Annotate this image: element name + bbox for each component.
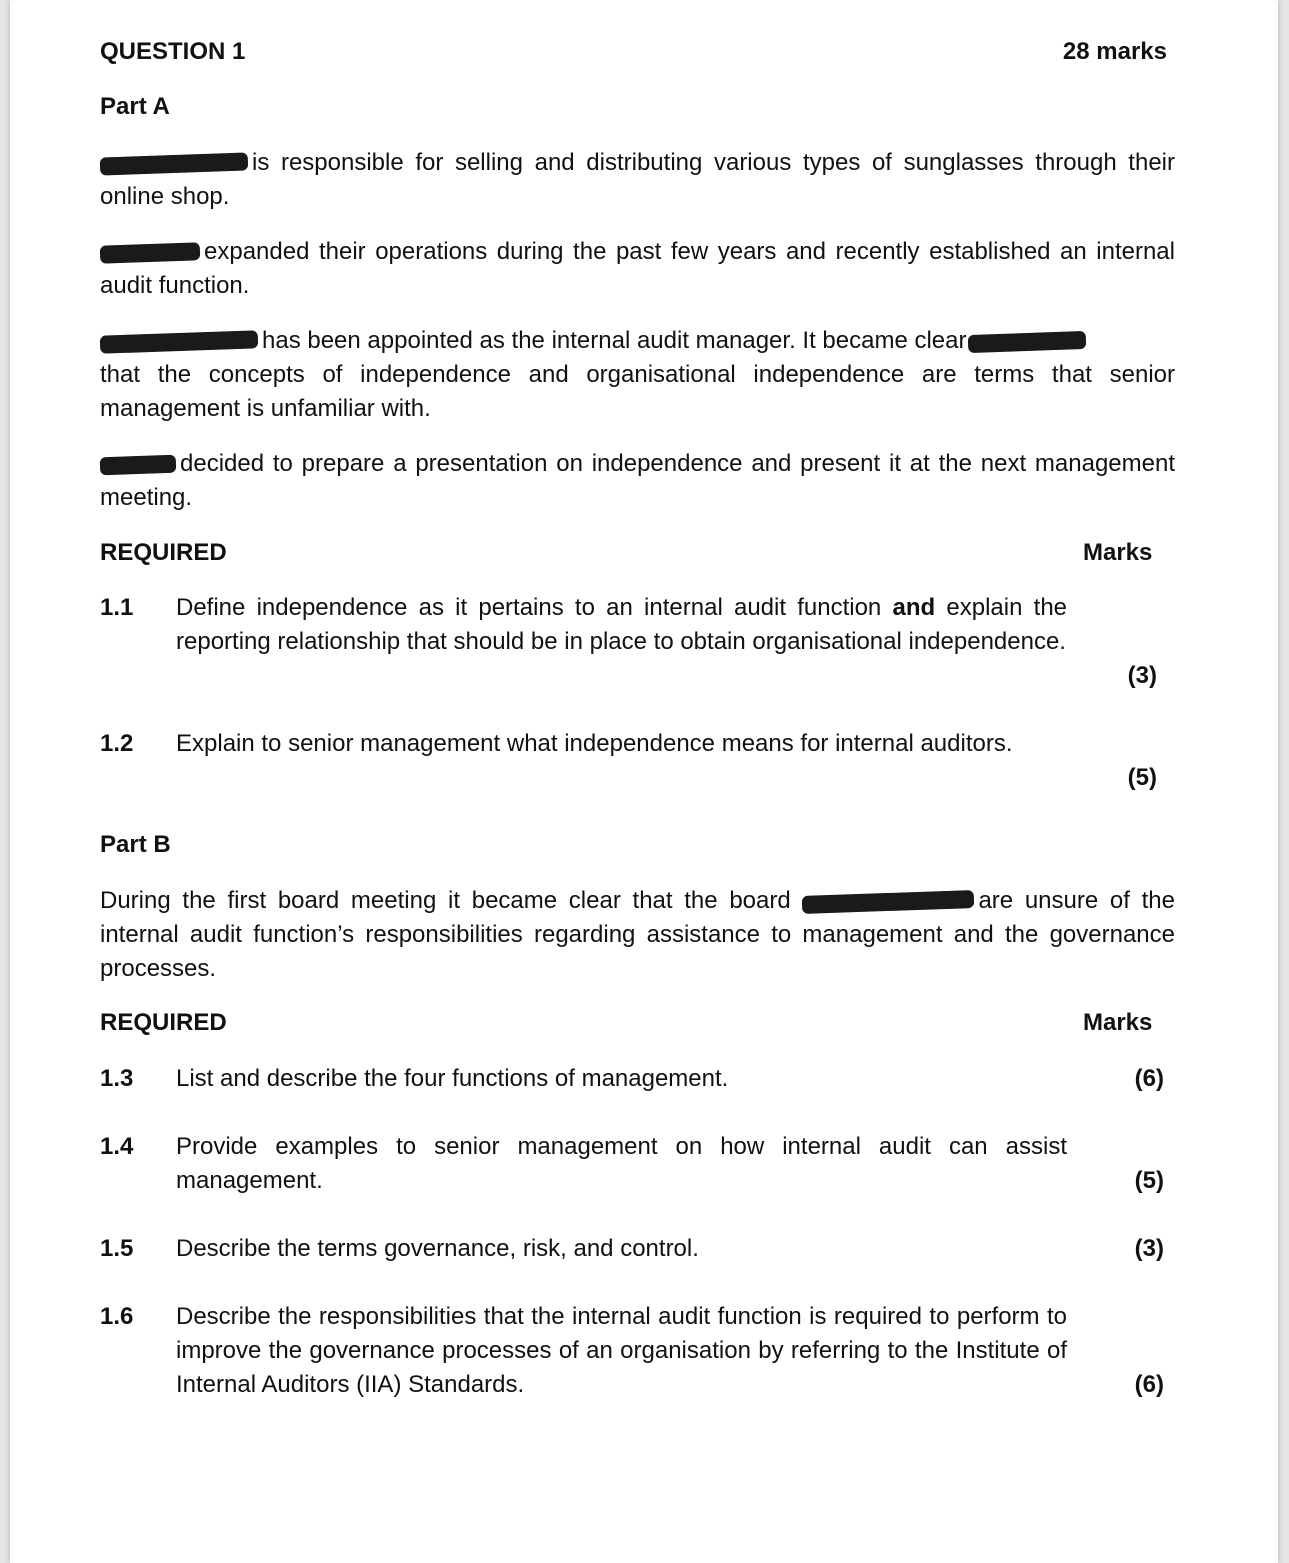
paragraph-text: has been appointed as the internal audit manager. It became clear bbox=[262, 327, 967, 354]
total-marks: 28 marks bbox=[1062, 38, 1167, 65]
question-number: 1.6 bbox=[100, 1303, 134, 1330]
question-marks: (6) bbox=[1134, 1065, 1164, 1092]
question-text: Describe the terms governance, risk, and control. bbox=[176, 1235, 699, 1262]
question-text-part: Define independence as it pertains to an internal audit function bbox=[176, 594, 882, 621]
question-marks: (3) bbox=[1134, 1235, 1164, 1262]
part-a-paragraph-3 bbox=[100, 324, 1175, 426]
part-a-title: Part A bbox=[100, 93, 170, 120]
part-a-paragraph-4 bbox=[100, 447, 1175, 515]
question-title: QUESTION 1 bbox=[100, 38, 246, 65]
part-a-paragraph-2 bbox=[100, 235, 1175, 303]
question-number: 1.4 bbox=[100, 1133, 134, 1160]
part-a-paragraph-1 bbox=[100, 146, 1175, 214]
redaction-mark bbox=[968, 331, 1087, 353]
question-text: Provide examples to senior management on how internal audit can assist management. bbox=[176, 1133, 1067, 1194]
paragraph-text: is responsible for selling and distributing various types of sunglasses through their online shop. bbox=[100, 149, 1175, 210]
question-text: Explain to senior management what independence means for internal auditors. bbox=[176, 730, 1013, 757]
redaction-mark bbox=[100, 330, 259, 354]
question-marks: (6) bbox=[1134, 1371, 1164, 1398]
paragraph-text: that the concepts of independence and organisational independence are terms that senior management is unfamiliar with. bbox=[100, 361, 1175, 422]
part-b-intro bbox=[100, 884, 1175, 986]
question-text-part: explain the reporting relationship that should be in place to obtain organisational independence. bbox=[176, 594, 1068, 655]
paragraph-text: decided to prepare a presentation on independence and present it at the next management meeting. bbox=[100, 450, 1175, 511]
question-text-emphasis: and bbox=[892, 594, 936, 621]
question-number: 1.1 bbox=[100, 594, 134, 621]
question-text bbox=[176, 591, 1067, 659]
question-marks: (3) bbox=[1127, 662, 1157, 689]
marks-heading: Marks bbox=[1083, 1009, 1153, 1036]
paragraph-text: are unsure of the internal audit function’s responsibilities regarding assistance to management and the governance processes. bbox=[100, 887, 1176, 982]
marks-heading: Marks bbox=[1083, 539, 1153, 566]
redaction-mark bbox=[802, 890, 975, 914]
redaction-mark bbox=[100, 454, 177, 475]
question-marks: (5) bbox=[1127, 764, 1157, 791]
question-number: 1.3 bbox=[100, 1065, 134, 1092]
document-page bbox=[10, 0, 1278, 1563]
question-text: List and describe the four functions of management. bbox=[176, 1065, 729, 1092]
paragraph-text: expanded their operations during the past few years and recently established an internal audit function. bbox=[100, 238, 1175, 299]
redaction-mark bbox=[100, 152, 249, 175]
redaction-mark bbox=[100, 242, 201, 263]
paragraph-text: During the first board meeting it became clear that the board bbox=[100, 887, 791, 914]
question-marks: (5) bbox=[1134, 1167, 1164, 1194]
question-text: Describe the responsibilities that the internal audit function is required to perform to improve the governance processes of an organisation by referring to the Institute of Internal Auditors (IIA) Standards. bbox=[176, 1303, 1067, 1398]
required-heading: REQUIRED bbox=[100, 539, 227, 566]
question-number: 1.5 bbox=[100, 1235, 134, 1262]
required-heading: REQUIRED bbox=[100, 1009, 227, 1036]
question-number: 1.2 bbox=[100, 730, 134, 757]
part-b-title: Part B bbox=[100, 831, 171, 858]
